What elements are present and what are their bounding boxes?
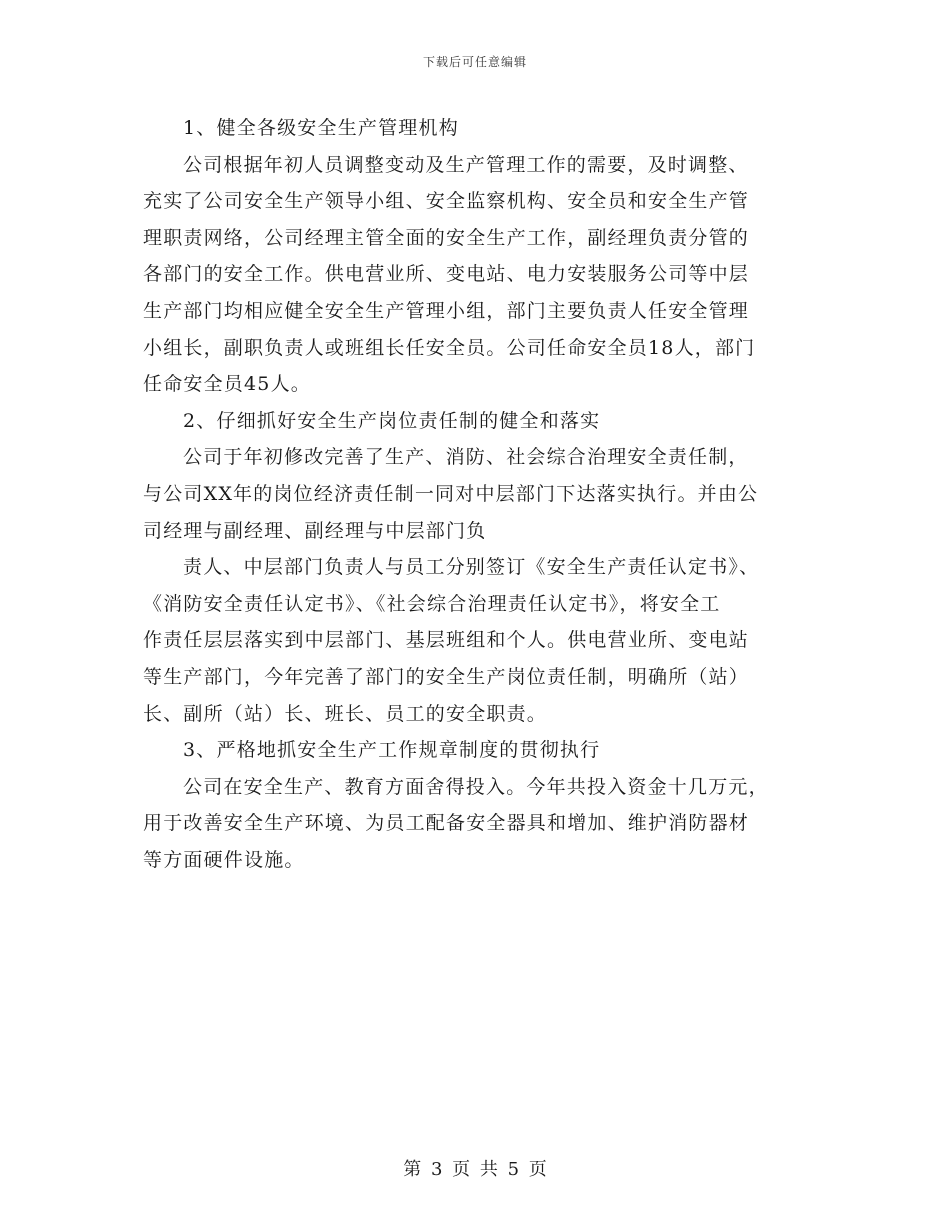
paragraph-line: 任命安全员45人。 [143, 373, 311, 396]
paragraph-line: 与公司XX年的岗位经济责任制一同对中层部门下达落实执行。并由公 [143, 482, 759, 505]
paragraph-line: 公司根据年初人员调整变动及生产管理工作的需要，及时调整、 [183, 153, 749, 176]
paragraph-line: 《消防安全责任认定书》、《社会综合治理责任认定书》，将安全工 [143, 592, 721, 615]
paragraph-line: 公司于年初修改完善了生产、消防、社会综合治理安全责任制， [183, 446, 749, 469]
paragraph-line: 等生产部门，今年完善了部门的安全生产岗位责任制，明确所（站） [143, 665, 750, 688]
document-body [143, 110, 811, 878]
paragraph-line: 作责任层层落实到中层部门、基层班组和个人。供电营业所、变电站 [143, 629, 750, 652]
paragraph-line: 长、副所（站）长、班长、员工的安全职责。 [143, 702, 548, 725]
paragraph-line: 公司在安全生产、教育方面舍得投入。今年共投入资金十几万元， [183, 775, 769, 798]
paragraph-line: 小组长，副职负责人或班组长任安全员。公司任命安全员18人，部门 [143, 336, 756, 359]
paragraph-line: 责人、中层部门负责人与员工分别签订《安全生产责任认定书》、 [183, 556, 760, 579]
page-header: 下载后可任意编辑 [422, 55, 527, 69]
paragraph-line: 理职责网络，公司经理主管全面的安全生产工作，副经理负责分管的 [143, 226, 750, 249]
paragraph-line: 用于改善安全生产环境、为员工配备安全器具和增加、维护消防器材 [143, 812, 750, 835]
section-heading: 2、仔细抓好安全生产岗位责任制的健全和落实 [183, 409, 601, 432]
paragraph-line: 各部门的安全工作。供电营业所、变电站、电力安装服务公司等中层 [143, 263, 750, 286]
page-number: 第 3 页 共 5 页 [403, 1159, 547, 1180]
paragraph-line: 司经理与副经理、副经理与中层部门负 [143, 519, 487, 542]
paragraph-line: 生产部门均相应健全安全生产管理小组，部门主要负责人任安全管理 [143, 299, 750, 322]
paragraph-line: 充实了公司安全生产领导小组、安全监察机构、安全员和安全生产管 [143, 190, 750, 213]
paragraph-line: 等方面硬件设施。 [143, 848, 305, 871]
section-heading: 1、健全各级安全生产管理机构 [183, 117, 459, 139]
section-heading: 3、严格地抓安全生产工作规章制度的贯彻执行 [183, 739, 601, 762]
